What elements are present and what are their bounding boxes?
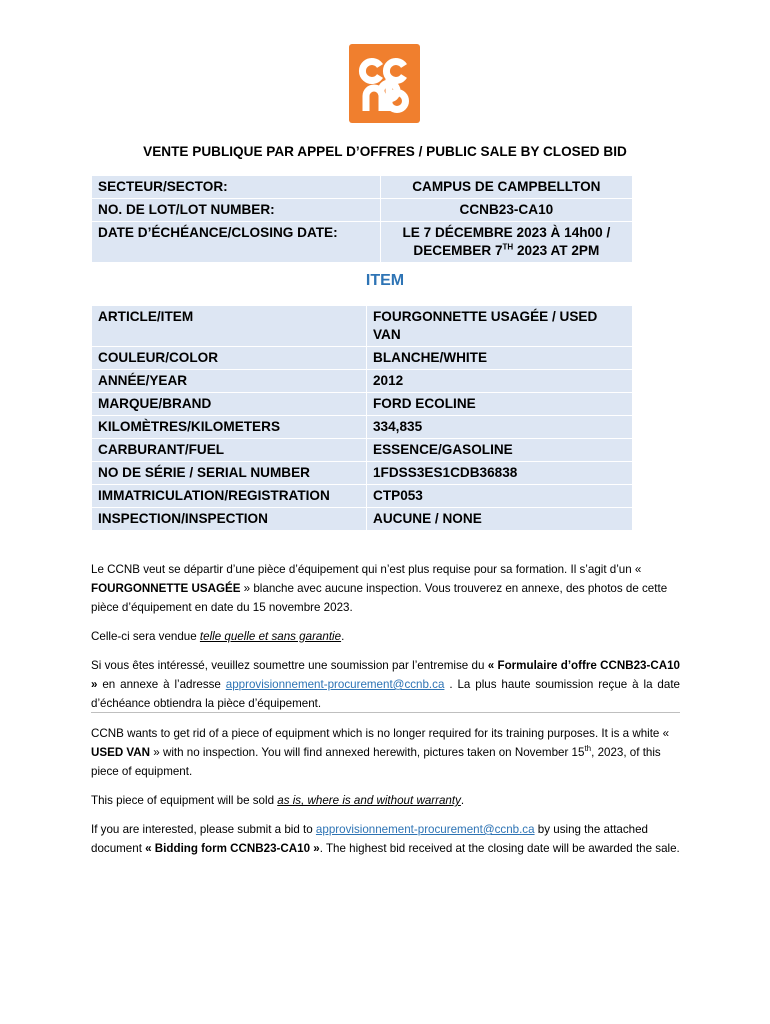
item-label: NO DE SÉRIE / SERIAL NUMBER [92, 462, 367, 485]
label-cell: DATE D’ÉCHÉANCE/CLOSING DATE: [92, 222, 381, 263]
item-label: COULEUR/COLOR [92, 347, 367, 370]
table-row [92, 416, 633, 439]
table-row [92, 222, 633, 263]
text: » with no inspection. You will find annexed herewith, pictures taken on November 15 [150, 746, 585, 759]
item-value: 334,835 [367, 416, 633, 439]
bold-text: « Bidding form CCNB23-CA10 » [145, 842, 320, 855]
item-value: AUCUNE / NONE [367, 508, 633, 531]
table-row [92, 347, 633, 370]
item-value: FORD ECOLINE [367, 393, 633, 416]
item-label: KILOMÈTRES/KILOMETERS [92, 416, 367, 439]
fr-paragraph-2 [91, 627, 680, 646]
ordinal: th [584, 744, 592, 754]
en-paragraph-1 [91, 724, 680, 781]
table-row [92, 393, 633, 416]
item-label: ARTICLE/ITEM [92, 306, 367, 347]
item-value: FOURGONNETTE USAGÉE / USED VAN [367, 306, 633, 347]
text: Si vous êtes intéressé, veuillez soumettre une soumission par l’entremise du [91, 659, 488, 672]
item-value: 2012 [367, 370, 633, 393]
table-row [92, 199, 633, 222]
item-heading: ITEM [365, 272, 405, 289]
item-value: BLANCHE/WHITE [367, 347, 633, 370]
text: , 2023, of this piece of equipment. [91, 746, 661, 778]
table-row [92, 508, 633, 531]
text: by using the attached document [91, 823, 649, 855]
date-ordinal: TH [502, 242, 514, 252]
bold-text: « Formulaire d’offre CCNB23-CA10 » [91, 659, 681, 691]
item-label: CARBURANT/FUEL [92, 439, 367, 462]
item-label: INSPECTION/INSPECTION [92, 508, 367, 531]
bold-text: USED VAN [91, 746, 151, 759]
label-cell: NO. DE LOT/LOT NUMBER: [92, 199, 381, 222]
item-label: ANNÉE/YEAR [92, 370, 367, 393]
closing-date-line1: LE 7 DÉCEMBRE 2023 À 14h00 / [402, 225, 611, 240]
sale-info-table [91, 175, 633, 263]
en-paragraph-3 [91, 820, 680, 858]
text: This piece of equipment will be sold [91, 794, 278, 807]
text: . [460, 794, 465, 807]
bold-text: FOURGONNETTE USAGÉE [91, 582, 241, 595]
table-row [92, 370, 633, 393]
divider [91, 712, 680, 713]
table-row [92, 462, 633, 485]
fr-paragraph-1 [91, 560, 680, 617]
table-row [92, 485, 633, 508]
text: Celle-ci sera vendue [91, 630, 200, 643]
table-row [92, 176, 633, 199]
text: en annexe à l’adresse [97, 678, 226, 691]
item-details-table [91, 305, 633, 531]
item-label: MARQUE/BRAND [92, 393, 367, 416]
text: Le CCNB veut se départir d’une pièce d’équipement qui n’est plus requise pour sa formation. Il s’agit d’un « [91, 563, 642, 576]
item-value: ESSENCE/GASOLINE [367, 439, 633, 462]
text: . The highest bid received at the closing date will be awarded the sale. [319, 842, 680, 855]
emphasis-text: as is, where is and without warranty [277, 794, 461, 807]
text: . La plus haute soumission reçue à la date d’échéance obtiendra la pièce d’équipement. [91, 678, 680, 710]
table-row [92, 439, 633, 462]
item-value: CTP053 [367, 485, 633, 508]
sector-value: CAMPUS DE CAMPBELLTON [380, 176, 632, 199]
ccnb-logo-mark [349, 44, 420, 123]
page-title: VENTE PUBLIQUE PAR APPEL D’OFFRES / PUBLIC SALE BY CLOSED BID [143, 144, 627, 159]
fr-paragraph-3 [91, 656, 680, 713]
email-link[interactable]: approvisionnement-procurement@ccnb.ca [225, 678, 445, 691]
closing-date-line2 [413, 243, 599, 258]
emphasis-text: telle quelle et sans garantie [199, 630, 342, 643]
item-label: IMMATRICULATION/REGISTRATION [92, 485, 367, 508]
date-text: DECEMBER 7 [413, 243, 503, 258]
text: CCNB wants to get rid of a piece of equipment which is no longer required for its training purposes. It is a white « [91, 727, 670, 740]
item-value: 1FDSS3ES1CDB36838 [367, 462, 633, 485]
date-text: 2023 AT 2PM [513, 243, 600, 258]
closing-date-value [380, 222, 632, 263]
text: . [341, 630, 345, 643]
text: If you are interested, please submit a bid to [91, 823, 316, 836]
label-cell: SECTEUR/SECTOR: [92, 176, 381, 199]
item-rows [92, 306, 633, 531]
ccnb-logo [349, 44, 420, 123]
lot-number-value: CCNB23-CA10 [380, 199, 632, 222]
text: » blanche avec aucune inspection. Vous trouverez en annexe, des photos de cette pièce d’équipement en date du 15 novembre 2023. [91, 582, 668, 614]
en-paragraph-2 [91, 791, 680, 810]
table-row [92, 306, 633, 347]
email-link[interactable]: approvisionnement-procurement@ccnb.ca [315, 823, 535, 836]
